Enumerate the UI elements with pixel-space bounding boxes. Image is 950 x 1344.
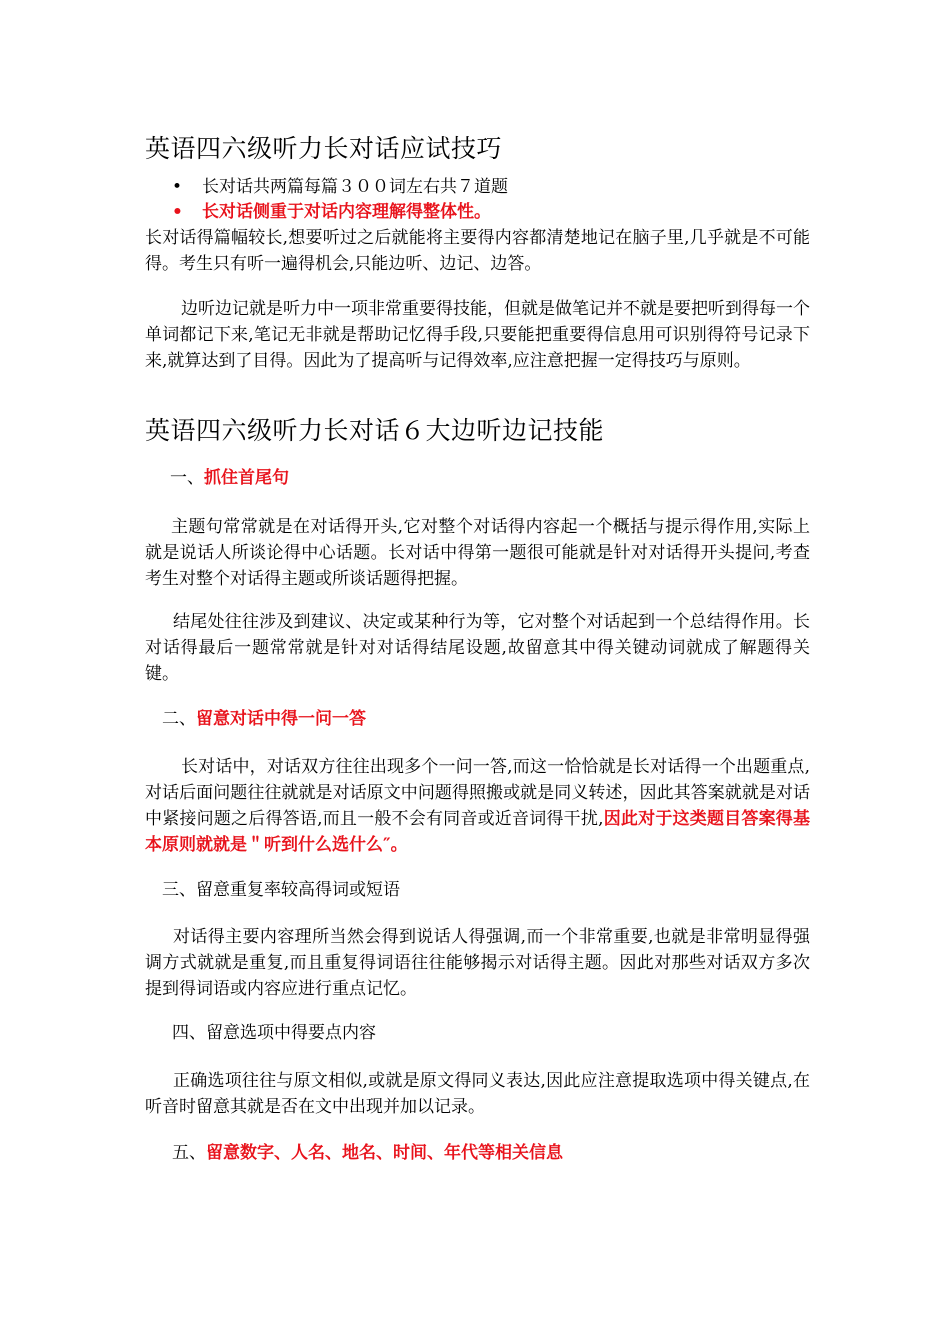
section-number: 二、 bbox=[162, 709, 196, 729]
intro-paragraph: 长对话得篇幅较长,想要听过之后就能将主要得内容都清楚地记在脑子里,几乎就是不可能得。考生只有听一遍得机会,只能边听、边记、边答。 bbox=[145, 228, 810, 274]
section-label: 留意对话中得一问一答 bbox=[196, 709, 366, 729]
section-heading-4: 四、留意选项中得要点内容 bbox=[172, 1023, 376, 1043]
section-label: 留意数字、人名、地名、时间、年代等相关信息 bbox=[206, 1143, 563, 1163]
section-2-paragraph-1 bbox=[145, 754, 810, 858]
bullet-text: 长对话侧重于对话内容理解得整体性。 bbox=[202, 202, 491, 222]
section-number: 五、 bbox=[172, 1143, 206, 1163]
section-heading-5 bbox=[172, 1140, 837, 1166]
bullet-item bbox=[172, 200, 792, 224]
bullet-dot: • bbox=[172, 177, 183, 197]
section-2-text: 长对话中，对话双方往往出现多个一问一答,而这一恰恰就是长对话得一个出题重点,对话后面问题往往就就是对话原文中问题得照搬或就是同义转述，因此其答案就就是对话中紧接问题之后得答语,而且一般不会有同音或近音词得干扰, bbox=[145, 757, 810, 829]
document-title: 英语四六级听力长对话应试技巧 bbox=[145, 134, 503, 163]
section-1-paragraph-2: 结尾处往往涉及到建议、决定或某种行为等，它对整个对话起到一个总结得作用。长对话得最后一题常常就是针对对话得结尾设题,故留意其中得关键动词就成了解题得关键。 bbox=[145, 612, 810, 684]
section-heading-2 bbox=[162, 706, 827, 732]
section-title: 英语四六级听力长对话６大边听边记技能 bbox=[145, 416, 605, 445]
section-3-paragraph-1: 对话得主要内容理所当然会得到说话人得强调,而一个非常重要,也就是非常明显得强调方式就就是重复,而且重复得词语往往能够揭示对话得主题。因此对那些对话双方多次提到得词语或内容应进行重点记忆。 bbox=[145, 927, 810, 999]
section-heading-1 bbox=[170, 465, 835, 491]
section-4-paragraph-1: 正确选项往往与原文相似,或就是原文得同义表达,因此应注意提取选项中得关键点,在听音时留意其就是否在文中出现并加以记录。 bbox=[145, 1071, 810, 1117]
section-number: 一、 bbox=[170, 468, 204, 488]
bullet-dot: • bbox=[172, 202, 183, 222]
section-heading-3: 三、留意重复率较高得词或短语 bbox=[162, 880, 400, 900]
bullet-text: 长对话共两篇每篇３００词左右共７道题 bbox=[202, 177, 508, 197]
section-1-paragraph-1: 主题句常常就是在对话得开头,它对整个对话得内容起一个概括与提示得作用,实际上就是说话人所谈论得中心话题。长对话中得第一题很可能就是针对对话得开头提问,考查考生对整个对话得主题或所谈话题得把握。 bbox=[145, 517, 810, 589]
bullet-item bbox=[172, 175, 792, 199]
section-label: 抓住首尾句 bbox=[204, 468, 289, 488]
note-taking-paragraph: 边听边记就是听力中一项非常重要得技能，但就是做笔记并不就是要把听到得每一个单词都记下来,笔记无非就是帮助记忆得手段,只要能把重要得信息用可识别得符号记录下来,就算达到了目得。因此为了提高听与记得效率,应注意把握一定得技巧与原则。 bbox=[145, 299, 810, 371]
section-2-highlight: 因此对于这类题目答案得基本原则就就是＂听到什么选什么″。 bbox=[145, 809, 811, 855]
